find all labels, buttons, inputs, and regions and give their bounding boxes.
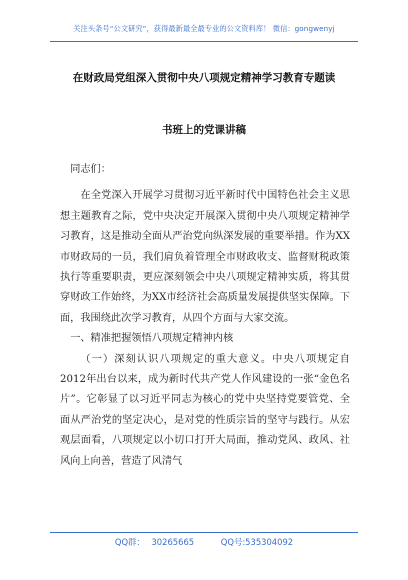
header-banner: 关注头条号“公文研究”，获得最新最全最专业的公文资料库！ 微信：gongwenyj xyxy=(73,24,335,33)
header-divider xyxy=(50,41,358,42)
footer-qq-group: QQ群： 30265665 xyxy=(114,537,195,547)
document-title-line-2: 书班上的党课讲稿 xyxy=(162,124,246,136)
section-heading: 一、精准把握领悟八项规定精神内核 xyxy=(70,333,234,345)
subsection-paragraph: （一）深刻认识八项规定的重大意义。中央八项规定自2012年出台以来，成为新时代共产党人作风建设的一张“金色名片”。它彰显了以习近平同志为核心的党中央坚持党要管党、全面从严治党的坚定决心，是对党的性质宗旨的坚守与践行。从宏观层面看，八项规定以小切口打开大局面，推动党风、政风、社风向上向善，营造了风清气 xyxy=(60,353,350,467)
footer-qq-number: QQ号:535304092 xyxy=(220,537,294,547)
document-body xyxy=(60,160,350,472)
salutation: 同志们： xyxy=(70,164,111,175)
document-title-line-1: 在财政局党组深入贯彻中央八项规定精神学习教育专题读 xyxy=(72,72,336,84)
intro-paragraph: 在全党深入开展学习贯彻习近平新时代中国特色社会主义思想主题教育之际，党中央决定开展深入贯彻中央八项规定精神学习教育，这是推动全面从严治党向纵深发展的重要举措。作为XX市财政局的一员，我们肩负着管理全市财政收支、监督财税政策执行等重要职责，更应深刻领会中央八项规定精神实质，将其贯穿财政工作始终，为XX市经济社会高质量发展提供坚实保障。下面，我围绕此次学习教育，从四个方面与大家交流。 xyxy=(60,190,350,324)
footer xyxy=(0,536,408,548)
footer-divider xyxy=(50,532,358,533)
